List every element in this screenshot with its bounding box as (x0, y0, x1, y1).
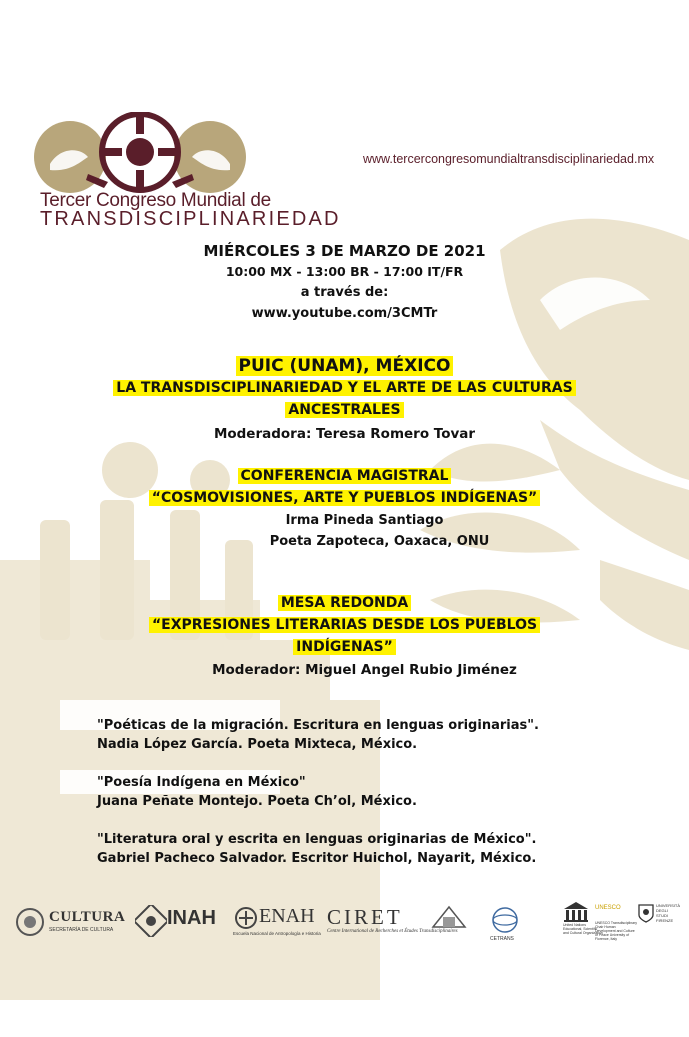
event-via: a través de: (300, 285, 389, 300)
sponsor-inah: INAH (167, 907, 216, 929)
unifi-crest-icon (637, 903, 655, 923)
session-moderator: Moderadora: Teresa Romero Tovar (213, 426, 476, 442)
session-theme-line1: LA TRANSDISCIPLINARIEDAD Y EL ARTE DE LAS CULTURAS (113, 380, 575, 396)
sponsor-cetrans: CETRANS (490, 936, 514, 942)
logo-title-line2: TRANSDISCIPLINARIEDAD (40, 208, 341, 230)
unesco-temple-icon (563, 901, 589, 923)
roundtable-moderator: Moderador: Miguel Angel Rubio Jiménez (212, 662, 517, 678)
sponsor-cultura-sub: SECRETARÍA DE CULTURA (49, 927, 114, 933)
mexico-seal-icon (15, 907, 45, 937)
inah-emblem-icon (135, 905, 167, 937)
sponsor-ciret-sub: Centre International de Recherches et Études Transdisciplinaires (327, 929, 458, 934)
talk-author: Nadia López García. Poeta Mixteca, México. (97, 737, 418, 752)
event-times: 10:00 MX - 13:00 BR - 17:00 IT/FR (225, 264, 464, 279)
event-date: MIÉRCOLES 3 DE MARZO DE 2021 (203, 242, 486, 260)
sponsor-unesco-sub: United Nations Educational, Scientific and Cultural Organization (563, 923, 603, 935)
talk-item (97, 830, 657, 868)
enah-emblem-icon (233, 905, 259, 931)
sponsor-unifi: UNIVERSITÀ DEGLI STUDI FIRENZE (656, 903, 681, 923)
talk-item (97, 773, 657, 811)
session-theme-line2: ANCESTRALES (285, 402, 403, 418)
sponsor-enah: ENAH (259, 905, 315, 927)
conference-label: CONFERENCIA MAGISTRAL (238, 468, 452, 484)
roundtable-title-line1: “EXPRESIONES LITERARIAS DESDE LOS PUEBLOS (149, 617, 540, 633)
sponsor-logos (15, 893, 681, 953)
roundtable-title-line2: INDÍGENAS” (293, 639, 396, 655)
website-link[interactable]: www.tercercongresomundialtransdisciplinariedad.mx (363, 152, 655, 166)
ciret-building-icon (431, 903, 467, 929)
cetrans-globe-icon (490, 905, 520, 935)
sponsor-unifi-chair: UNESCO Transdisciplinary Chair Human Development and Culture of Peace University of Florence, Italy (595, 921, 638, 941)
sponsor-ciret: CIRET (327, 905, 403, 929)
talk-title: "Poesía Indígena en México" (97, 775, 306, 790)
talk-title: "Poéticas de la migración. Escritura en lenguas originarias". (97, 718, 539, 733)
session-organizer: PUIC (UNAM), MÉXICO (236, 356, 454, 376)
conference-speaker: Irma Pineda Santiago (285, 513, 444, 528)
talk-item (97, 716, 657, 754)
roundtable-label: MESA REDONDA (278, 595, 411, 611)
talk-title: "Literatura oral y escrita en lenguas originarias de México". (97, 832, 537, 847)
conference-title: “COSMOVISIONES, ARTE Y PUEBLOS INDÍGENAS” (149, 490, 541, 506)
conference-speaker-role: Poeta Zapoteca, Oaxaca, ONU (269, 534, 490, 549)
sponsor-unesco: UNESCO (595, 905, 621, 911)
sponsor-cultura: CULTURA (49, 909, 126, 925)
talk-author: Juana Peñate Montejo. Poeta Ch’ol, México. (97, 794, 417, 809)
logo-title-line1: Tercer Congreso Mundial de (40, 190, 271, 211)
talk-author: Gabriel Pacheco Salvador. Escritor Huichol, Nayarit, México. (97, 851, 537, 866)
sponsor-enah-sub: Escuela Nacional de Antropología e Historia (233, 931, 321, 936)
youtube-link[interactable]: www.youtube.com/3CMTr (251, 306, 438, 321)
